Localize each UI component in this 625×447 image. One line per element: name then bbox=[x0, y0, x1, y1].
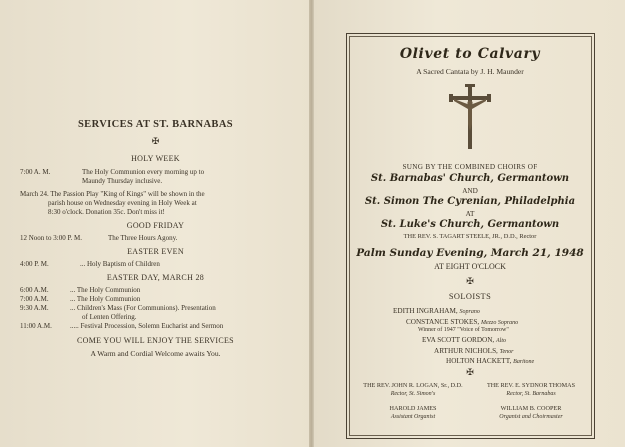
soloist-name: EDITH INGRAHAM, Soprano bbox=[393, 307, 480, 315]
closing-line-1: COME YOU WILL ENJOY THE SERVICES bbox=[77, 336, 234, 345]
easter-even-time: 4:00 P. M. bbox=[20, 260, 49, 268]
soloist-role: Alto bbox=[496, 338, 507, 344]
church-2: St. Simon The Cyrenian, Philadelphia bbox=[364, 196, 576, 207]
soloist-role: Baritone bbox=[513, 359, 535, 365]
passion-play-line-2: parish house on Wednesday evening in Holy Week at bbox=[48, 199, 197, 207]
cross-icon: ✠ bbox=[466, 276, 474, 286]
easter-desc-5: ..... Festival Procession, Solemn Eucharist and Sermon bbox=[70, 322, 224, 330]
holy-week-heading: HOLY WEEK bbox=[131, 154, 180, 163]
soloists-heading: SOLOISTS bbox=[448, 292, 492, 301]
easter-day-heading: EASTER DAY, MARCH 28 bbox=[106, 273, 205, 282]
sung-by-line: SUNG BY THE COMBINED CHOIRS OF bbox=[402, 163, 538, 171]
soloist-role: Soprano bbox=[459, 309, 480, 315]
date-line: Palm Sunday Evening, March 21, 1948 bbox=[356, 247, 584, 259]
good-friday-time: 12 Noon to 3:00 P. M. bbox=[20, 234, 83, 242]
choirmaster-name: WILLIAM B. COOPER bbox=[500, 405, 562, 412]
clergy-name: THE REV. JOHN R. LOGAN, Sr., D.D. bbox=[363, 382, 463, 389]
rector-line: THE REV. S. TAGART STEELE, JR., D.D., Rector bbox=[403, 233, 537, 240]
soloist-note: Winner of 1947 "Voice of Tomorrow" bbox=[418, 327, 509, 333]
easter-time-2: 7:00 A.M. bbox=[20, 295, 49, 303]
holy-week-desc-1: The Holy Communion every morning up to bbox=[82, 168, 205, 176]
clergy-role: Rector, St. Barnabas bbox=[506, 391, 556, 397]
easter-desc-4: of Lenten Offering. bbox=[82, 313, 137, 321]
and-line: AND bbox=[462, 187, 478, 195]
clergy-name: THE REV. E. SYDNOR THOMAS bbox=[486, 382, 576, 389]
soloist-role: Tenor bbox=[499, 349, 514, 355]
organist-name: HAROLD JAMES bbox=[389, 405, 437, 412]
easter-time-3: 9:30 A.M. bbox=[20, 304, 49, 312]
cantata-subtitle: A Sacred Cantata by J. H. Maunder bbox=[416, 67, 524, 76]
choirmaster-role: Organist and Choirmaster bbox=[499, 414, 563, 420]
soloist-role: Mezzo Soprano bbox=[480, 320, 519, 326]
easter-desc-1: ... The Holy Communion bbox=[70, 286, 141, 294]
soloist-name: CONSTANCE STOKES, Mezzo Soprano bbox=[406, 318, 519, 326]
good-friday-desc: The Three Hours Agony. bbox=[108, 234, 178, 242]
holy-week-desc-2: Maundy Thursday inclusive. bbox=[82, 177, 163, 185]
soloist-name: ARTHUR NICHOLS, Tenor bbox=[434, 347, 514, 355]
organist-role: Assistant Organist bbox=[390, 414, 436, 420]
easter-time-5: 11:00 A.M. bbox=[20, 322, 52, 330]
passion-play-line-3: 8:30 o'clock. Donation 35c. Don't miss it! bbox=[48, 208, 165, 216]
crucifix-icon bbox=[449, 84, 491, 150]
church-3: St. Luke's Church, Germantown bbox=[380, 219, 560, 230]
passion-play-line-1: March 24. The Passion Play "King of Kings" will be shown in the bbox=[20, 190, 205, 198]
soloist-name: EVA SCOTT GORDON, Alto bbox=[422, 336, 507, 344]
easter-desc-3: ... Children's Mass (For Communions). Presentation bbox=[70, 304, 216, 312]
closing-line-2: A Warm and Cordial Welcome awaits You. bbox=[90, 349, 221, 358]
cross-icon: ✠ bbox=[151, 136, 160, 146]
easter-even-heading: EASTER EVEN bbox=[127, 247, 184, 256]
cantata-title: Olivet to Calvary bbox=[399, 46, 541, 62]
easter-even-desc: ... Holy Baptism of Children bbox=[80, 260, 160, 268]
easter-desc-2: ... The Holy Communion bbox=[70, 295, 141, 303]
soloist-name: HOLTON HACKETT, Baritone bbox=[446, 357, 535, 365]
clergy-role: Rector, St. Simon's bbox=[390, 391, 436, 397]
time-line: AT EIGHT O'CLOCK bbox=[434, 262, 506, 271]
good-friday-heading: GOOD FRIDAY bbox=[126, 221, 185, 230]
holy-week-time: 7:00 A. M. bbox=[20, 168, 51, 176]
at-line: AT bbox=[465, 210, 475, 218]
services-title: SERVICES AT ST. BARNABAS bbox=[77, 119, 234, 130]
church-1: St. Barnabas' Church, Germantown bbox=[370, 173, 570, 184]
easter-time-1: 6:00 A.M. bbox=[20, 286, 49, 294]
cross-icon: ✠ bbox=[466, 367, 474, 377]
